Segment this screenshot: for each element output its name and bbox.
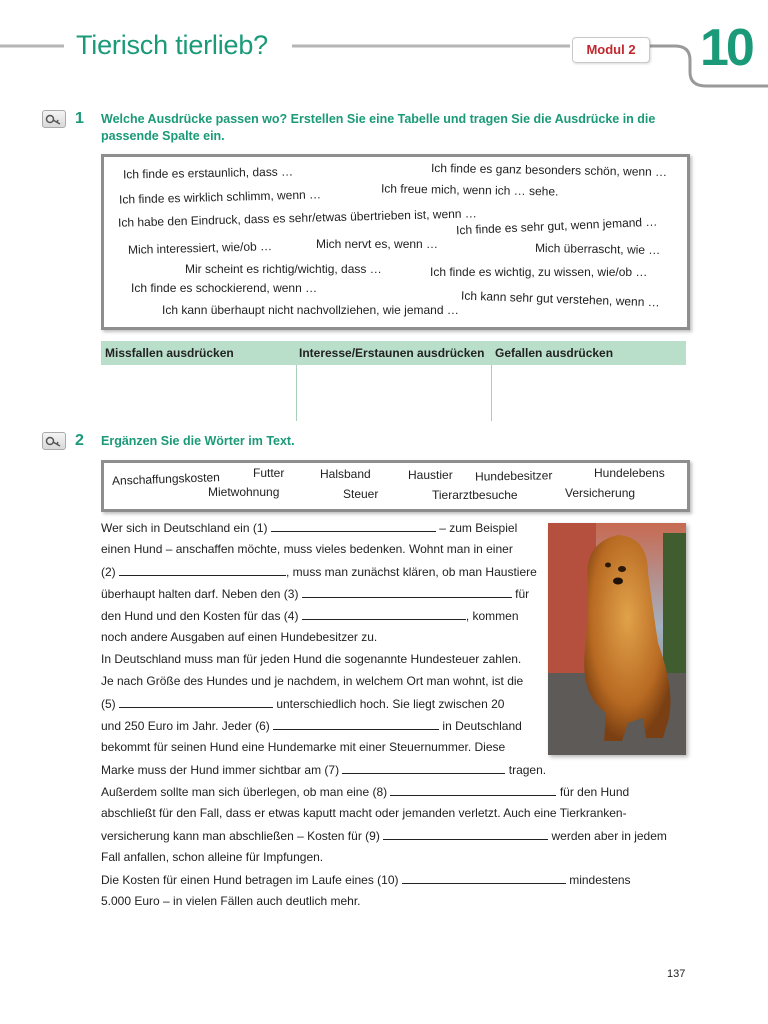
text-line: versicherung kann man abschließen – Kosten für (9) werden aber in jedem [101,829,667,843]
gap-2[interactable] [119,564,286,576]
text-line: Wer sich in Deutschland ein (1) – zum Beispiel [101,521,518,535]
table-divider [296,365,297,421]
phrase: Ich kann sehr gut verstehen, wenn … [460,288,660,310]
exercise-2-instruction: Ergänzen Sie die Wörter im Text. [101,434,295,448]
dog-photo [548,523,686,755]
table-header-interesse: Interesse/Erstaunen ausdrücken [299,346,485,360]
chapter-number: 10 [700,19,752,77]
gap-7[interactable] [342,762,505,774]
gap-4[interactable] [302,608,466,620]
phrase: Ich finde es erstaunlich, dass … [122,164,294,182]
word: Hundebesitzer [474,468,553,484]
text-line: Die Kosten für einen Hund betragen im Laufe eines (10) mindestens [101,873,631,887]
phrase: Ich finde es wirklich schlimm, wenn … [118,187,322,207]
module-badge: Modul 2 [572,37,650,63]
exercise-2-number: 2 [75,432,84,449]
text-line: (2) , muss man zunächst klären, ob man Haustiere [101,565,537,579]
gap-8[interactable] [390,784,556,796]
phrase: Ich kann überhaupt nicht nachvollziehen, wie jemand … [162,303,459,317]
gap-9[interactable] [383,828,548,840]
text-line: Fall anfallen, schon alleine für Impfungen. [101,850,324,864]
page-title: Tierisch tierlieb? [76,30,268,60]
table-divider [491,365,492,421]
key-icon [42,110,66,128]
word: Haustier [408,468,453,482]
word: Anschaffungskosten [111,470,221,488]
word: Steuer [343,487,379,501]
exercise-1-number: 1 [75,110,84,127]
word: Tierarztbesuche [432,488,518,502]
word: Versicherung [565,486,636,500]
text-line: und 250 Euro im Jahr. Jeder (6) in Deutschland [101,719,522,733]
gap-6[interactable] [273,718,439,730]
word: Hundelebens [594,466,665,480]
word: Halsband [320,467,371,481]
word: Futter [253,466,285,480]
text-line: überhaupt halten darf. Neben den (3) für [101,587,530,601]
gap-10[interactable] [402,872,566,884]
answer-table-header [101,341,686,365]
text-line: einen Hund – anschaffen möchte, muss vieles bedenken. Wohnt man in einer [101,542,513,556]
text-line: bekommt für seinen Hund eine Hundemarke mit einer Steuernummer. Diese [101,740,506,754]
text-line: 5.000 Euro – in vielen Fällen auch deutlich mehr. [101,894,361,908]
phrase: Ich finde es wichtig, zu wissen, wie/ob … [430,265,648,279]
phrase: Ich finde es schockierend, wenn … [131,281,318,295]
word: Mietwohnung [208,485,280,499]
table-header-missfallen: Missfallen ausdrücken [105,346,234,360]
phrase: Mich nervt es, wenn … [316,237,439,251]
page-number: 137 [667,968,686,980]
text-line: Je nach Größe des Hundes und je nachdem, in welchem Ort man wohnt, ist die [101,674,524,688]
key-icon [42,432,66,450]
phrase: Ich habe den Eindruck, dass es sehr/etwas übertrieben ist, wenn … [117,206,477,230]
exercise-1-instruction: Welche Ausdrücke passen wo? Erstellen Sie eine Tabelle und tragen Sie die Ausdrücke in die passende Spalte ein. [101,112,656,143]
table-header-gefallen: Gefallen ausdrücken [495,346,614,360]
text-line: noch andere Ausgaben auf einen Hundebesitzer zu. [101,630,378,644]
phrase: Mich interessiert, wie/ob … [127,239,273,257]
gap-3[interactable] [302,586,512,598]
phrase: Ich freue mich, wenn ich … sehe. [380,181,559,199]
text-line: den Hund und den Kosten für das (4) , kommen [101,609,519,623]
text-line: Marke muss der Hund immer sichtbar am (7) tragen. [101,763,547,777]
text-line: (5) unterschiedlich hoch. Sie liegt zwischen 20 [101,697,505,711]
text-line: In Deutschland muss man für jeden Hund die sogenannte Hundesteuer zahlen. [101,652,522,666]
phrase: Mich überrascht, wie … [534,240,661,258]
phrase: Ich finde es sehr gut, wenn jemand … [455,214,658,238]
text-line: Außerdem sollte man sich überlegen, ob man eine (8) für den Hund [101,785,630,799]
phrase: Mir scheint es richtig/wichtig, dass … [185,262,382,276]
gap-5[interactable] [119,696,273,708]
gap-1[interactable] [271,520,436,532]
text-line: abschließt für den Fall, dass er etwas kaputt macht oder jemanden verletzt. Auch eine Tierkranken- [101,806,627,820]
phrase: Ich finde es ganz besonders schön, wenn … [430,160,668,180]
